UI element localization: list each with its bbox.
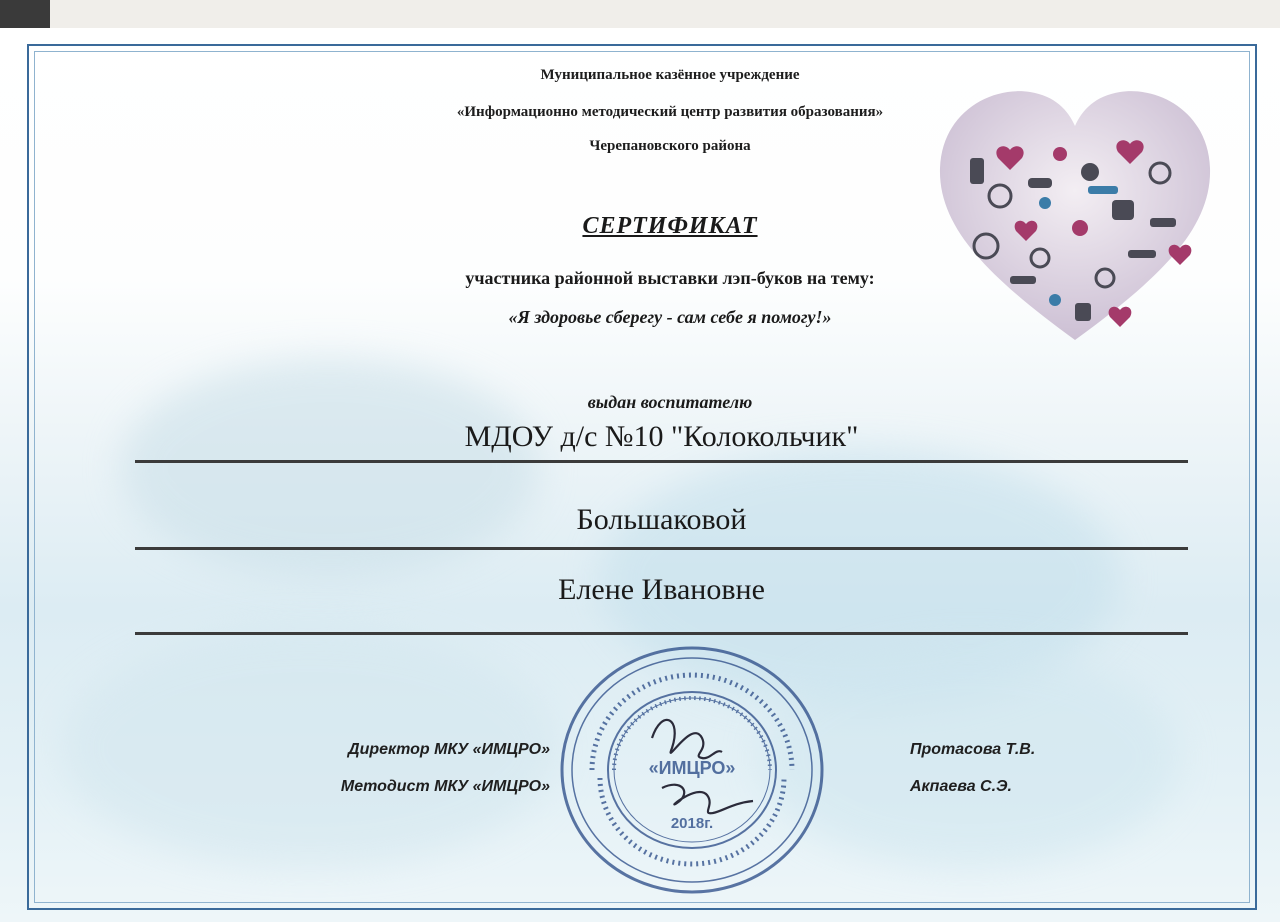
methodist-name: Акпаева С.Э. [910, 778, 1012, 795]
scan-top-edge [0, 0, 1280, 28]
recipient-surname: Большаковой [576, 503, 747, 536]
name-underline [135, 632, 1188, 635]
institution-full-name: «Информационно методический центр развития образования» [456, 104, 884, 120]
certificate-title: СЕРТИФИКАТ [582, 213, 758, 239]
exhibition-theme: «Я здоровье сберегу - сам себе я помогу!» [508, 307, 832, 327]
issued-to-label: выдан воспитателю [587, 392, 753, 412]
surname-underline [135, 547, 1188, 550]
methodist-title: Методист МКУ «ИМЦРО» [340, 778, 550, 795]
heart-fitness-icon [930, 78, 1220, 348]
director-title: Директор МКУ «ИМЦРО» [348, 741, 550, 758]
director-name: Протасова Т.В. [910, 741, 1036, 758]
institution-name: Муниципальное казённое учреждение [540, 67, 800, 83]
stamp-year: 2018г. [670, 815, 714, 832]
stamp-center-text: «ИМЦРО» [648, 758, 736, 778]
organization-name: МДОУ д/с №10 "Колокольчик" [464, 420, 859, 453]
institution-district: Черепановского района [589, 138, 751, 154]
official-stamp [552, 638, 832, 898]
recipient-first-middle-name: Елене Ивановне [558, 573, 765, 606]
certificate-subtitle: участника районной выставки лэп-буков на тему: [465, 268, 875, 288]
organization-underline [135, 460, 1188, 463]
scan-top-light-strip [50, 0, 1280, 28]
